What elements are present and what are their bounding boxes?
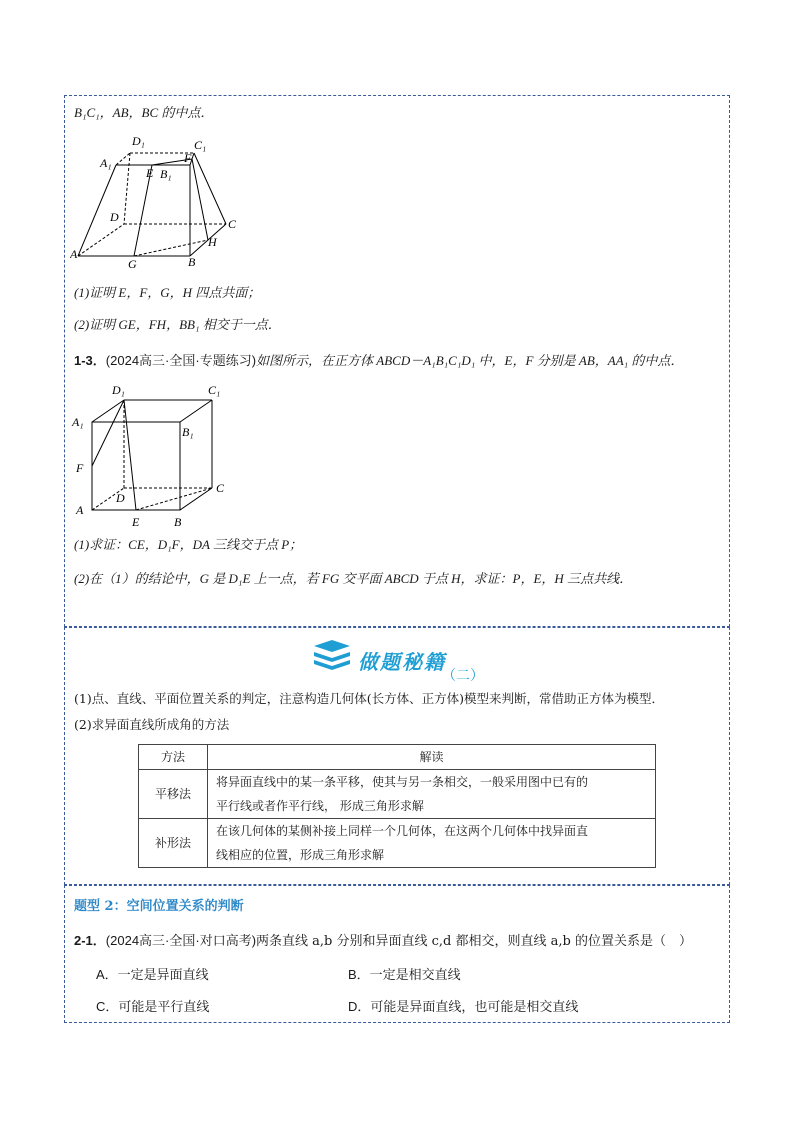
label-B: B <box>188 255 196 268</box>
label-B1: B₁ <box>160 167 172 181</box>
question-1-3-2: (2)在（1）的结论中，G 是 D₁E 上一点，若 FG 交平面 ABCD 于点 H，求证：P，E，H 三点共线． <box>74 571 633 586</box>
question-1-1: (1)证明 E，F，G，H 四点共面； <box>74 285 261 300</box>
label-F: F <box>76 461 84 475</box>
banner-title: 做题秘籍 <box>358 650 446 674</box>
label-E: E <box>132 515 140 529</box>
label-A1: A₁ <box>72 415 84 429</box>
method-name: 补形法 <box>139 819 208 868</box>
method-name: 平移法 <box>139 770 208 819</box>
frustum-figure <box>70 128 250 268</box>
table-row <box>139 770 656 819</box>
label-C: C <box>228 217 237 231</box>
label-G: G <box>128 257 137 268</box>
table-row <box>139 819 656 868</box>
label-D: D <box>110 210 119 224</box>
intro-line: B₁C₁，AB，BC 的中点． <box>74 105 214 120</box>
label-E: E <box>146 166 154 180</box>
method-desc: 将异面直线中的某一条平移，使其与另一条相交，一般采用图中已有的 平行线或者作平行线， 形成三角形求解 <box>208 770 656 819</box>
tip-1: (1)点、直线、平面位置关系的判定，注意构造几何体(长方体、正方体)模型来判断，常借助正方体为模型． <box>74 691 664 706</box>
label-B1: B₁ <box>182 425 194 439</box>
label-F: F <box>184 151 192 165</box>
topic-title: 题型 2：空间位置关系的判断 <box>74 899 244 914</box>
label-D: D <box>116 491 125 505</box>
label-A: A <box>76 503 84 517</box>
banner-subtitle: （二） <box>442 668 484 684</box>
question-1-2: (2)证明 GE，FH，BB₁ 相交于一点． <box>74 317 281 332</box>
books-icon <box>312 640 352 674</box>
label-A1: A₁ <box>100 156 112 170</box>
label-D1: D₁ <box>132 134 145 148</box>
problem-2-1: 2-1．(2024高三·全国·对口高考)两条直线 a,b 分别和异面直线 c,d 都相交，则直线 a,b 的位置关系是（ ） <box>74 933 692 949</box>
header-method: 方法 <box>139 745 208 770</box>
label-C1: C₁ <box>194 138 207 152</box>
header-desc: 解读 <box>208 745 656 770</box>
method-desc: 在该几何体的某侧补接上同样一个几何体，在这两个几何体中找异面直 线相应的位置，形成三角形求解 <box>208 819 656 868</box>
problem-1-3: 1-3．(2024高三·全国·专题练习)如图所示，在正方体 ABCD－A₁B₁C₁D₁ 中，E，F 分别是 AB，AA₁ 的中点． <box>74 353 684 368</box>
option-b[interactable]: B．一定是相交直线 <box>348 967 461 982</box>
option-c[interactable]: C．可能是平行直线 <box>96 999 210 1014</box>
table-header-row <box>139 745 656 770</box>
option-d[interactable]: D．可能是异面直线，也可能是相交直线 <box>348 999 579 1014</box>
label-D1: D₁ <box>112 383 125 397</box>
label-C1: C₁ <box>208 383 221 397</box>
tip-2: (2)求异面直线所成角的方法 <box>74 717 230 732</box>
label-H: H <box>208 235 217 249</box>
label-A: A <box>70 247 78 261</box>
option-a[interactable]: A．一定是异面直线 <box>96 967 209 982</box>
label-C: C <box>216 481 225 495</box>
cube-figure <box>70 378 240 533</box>
method-table <box>138 744 656 868</box>
question-1-3-1: (1)求证：CE，D₁F，DA 三线交于点 P； <box>74 537 303 552</box>
tips-banner <box>312 638 512 682</box>
label-B: B <box>174 515 182 529</box>
